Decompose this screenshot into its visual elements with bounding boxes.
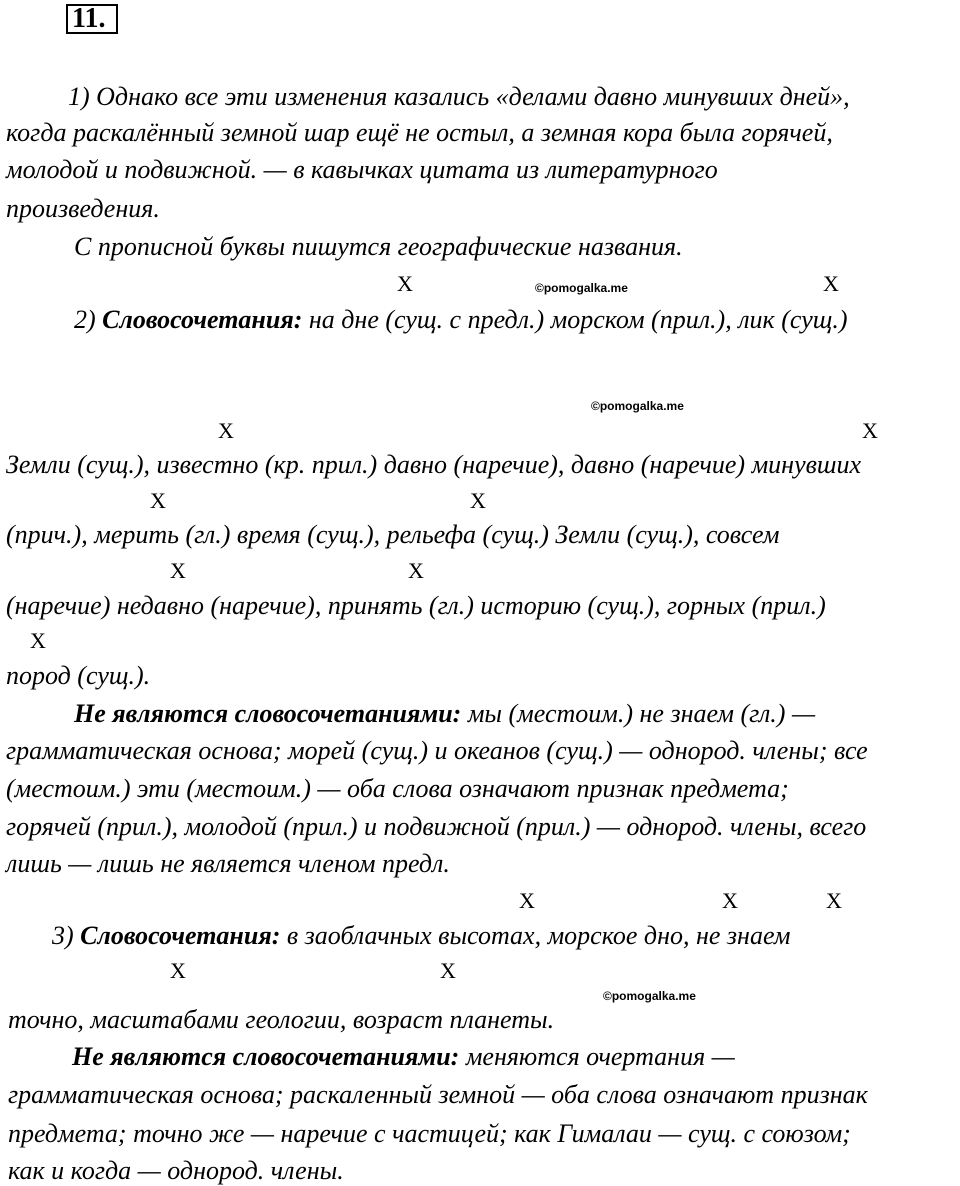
watermark: ©pomogalka.me bbox=[591, 399, 684, 413]
x-mark: X bbox=[408, 558, 424, 583]
p2-non-line-1-rest: мы (местоим.) не знаем (гл.) — bbox=[461, 699, 816, 728]
p2-line-5: пород (сущ.). bbox=[6, 661, 151, 690]
p2-non-line-1 bbox=[74, 701, 815, 727]
p2-non-line-2: грамматическая основа; морей (сущ.) и океанов (сущ.) — однород. члены; все bbox=[6, 736, 868, 765]
x-mark: X bbox=[150, 488, 166, 513]
x-mark: X bbox=[823, 271, 839, 296]
p2-non-heading: Не являются словосочетаниями: bbox=[74, 699, 462, 728]
x-mark: X bbox=[862, 418, 878, 443]
p2-line-3: (прич.), мерить (гл.) время (сущ.), рельефа (сущ.) Земли (сущ.), совсем bbox=[6, 520, 780, 549]
p3-non-line-3: предмета; точно же — наречие с частицей; как Гималаи — сущ. с союзом; bbox=[8, 1119, 851, 1148]
x-mark: X bbox=[170, 558, 186, 583]
p3-heading: Словосочетания: bbox=[80, 921, 281, 950]
p1-line-1: 1) Однако все эти изменения казались «делами давно минувших дней», bbox=[68, 82, 850, 111]
x-mark: X bbox=[440, 958, 456, 983]
p2-heading: Словосочетания: bbox=[102, 305, 303, 334]
p1-line-4: произведения. bbox=[6, 194, 160, 223]
watermark: ©pomogalka.me bbox=[603, 989, 696, 1003]
x-mark: X bbox=[519, 888, 535, 913]
x-mark: X bbox=[218, 418, 234, 443]
p1-line-2: когда раскалённый земной шар ещё не остыл, а земная кора была горячей, bbox=[6, 118, 833, 147]
p3-non-line-2: грамматическая основа; раскаленный земной — оба слова означают признак bbox=[8, 1080, 868, 1109]
p2-line-2: Земли (сущ.), известно (кр. прил.) давно (наречие), давно (наречие) минувших bbox=[6, 450, 862, 479]
p3-non-line-1-rest: меняются очертания — bbox=[459, 1042, 735, 1071]
p1-line-5: С прописной буквы пишутся географические названия. bbox=[74, 232, 683, 261]
p3-line-2: точно, масштабами геологии, возраст планеты. bbox=[8, 1005, 555, 1034]
x-mark: X bbox=[397, 271, 413, 296]
p2-non-line-3: (местоим.) эти (местоим.) — оба слова означают признак предмета; bbox=[6, 774, 789, 803]
x-mark: X bbox=[470, 488, 486, 513]
p2-line-1-rest: на дне (сущ. с предл.) морском (прил.), лик (сущ.) bbox=[302, 305, 848, 334]
p2-line-4: (наречие) недавно (наречие), принять (гл.) историю (сущ.), горных (прил.) bbox=[6, 591, 826, 620]
p3-non-line-4: как и когда — однород. члены. bbox=[8, 1156, 344, 1185]
p2-prefix: 2) bbox=[74, 305, 103, 334]
p2-non-line-5: лишь — лишь не является членом предл. bbox=[6, 849, 450, 878]
p3-line-1-rest: в заоблачных высотах, морское дно, не знаем bbox=[280, 921, 791, 950]
x-mark: X bbox=[30, 628, 46, 653]
exercise-number: 11. bbox=[66, 4, 118, 34]
p3-non-line-1 bbox=[72, 1044, 735, 1070]
watermark: ©pomogalka.me bbox=[535, 281, 628, 295]
p1-line-3: молодой и подвижной. — в кавычках цитата из литературного bbox=[6, 155, 718, 184]
x-mark: X bbox=[170, 958, 186, 983]
x-mark: X bbox=[722, 888, 738, 913]
p3-non-heading: Не являются словосочетаниями: bbox=[72, 1042, 460, 1071]
p3-line-1 bbox=[52, 923, 790, 949]
p3-prefix: 3) bbox=[52, 921, 81, 950]
x-mark: X bbox=[826, 888, 842, 913]
p2-non-line-4: горячей (прил.), молодой (прил.) и подвижной (прил.) — однород. члены, всего bbox=[6, 812, 867, 841]
p2-line-1 bbox=[74, 307, 848, 333]
